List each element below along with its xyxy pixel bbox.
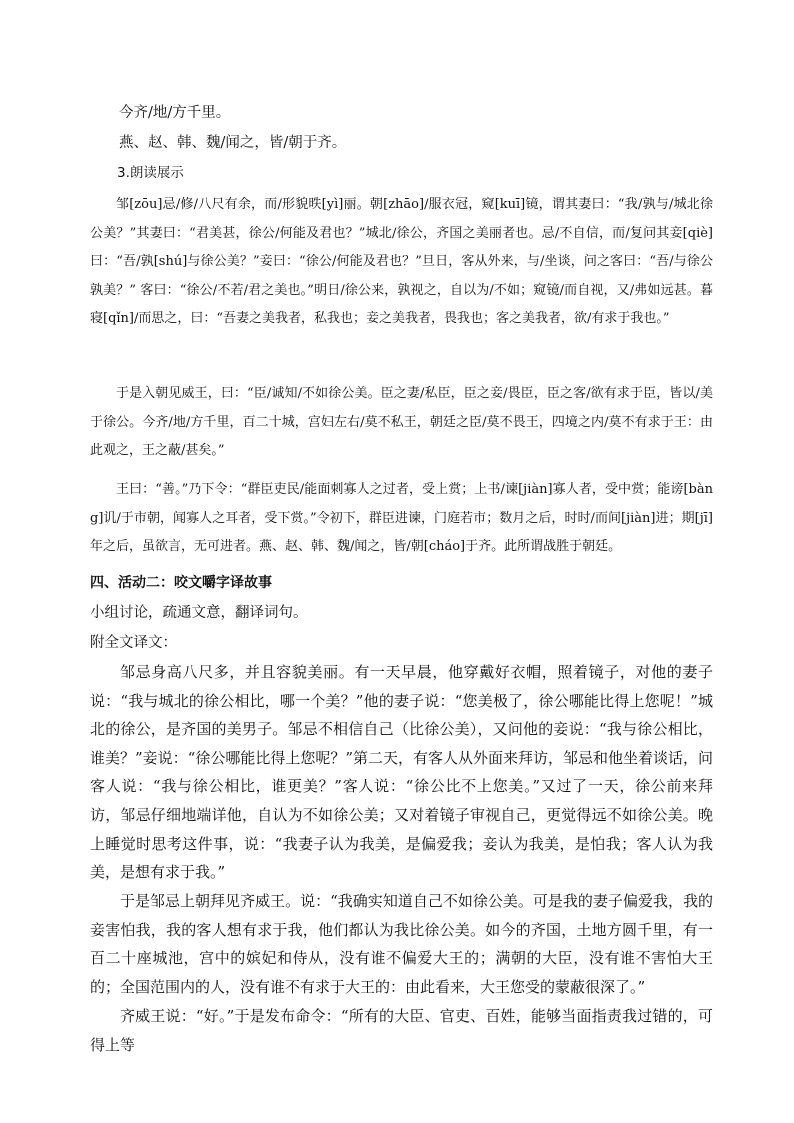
reading-paragraph-1: 邹[zōu]忌/修/八尺有余，而/形貌昳[yì]丽。朝[zhāo]/服衣冠，窥[kuī]镜，谓其妻曰：“我/孰与/城北徐公美？”其妻曰：“君美甚，徐公/何能及君也？”城北/徐公，齐国之美丽者也。忌/不自信，而/复问其妾[qiè]曰：“吾/孰[shú]与徐公美？”妾曰：“徐公/何能及君也？”旦日，客从外来，与/坐谈，问之客曰：“吾/与徐公孰美？” 客曰：“徐公/不若/君之美也。”明日/徐公来，孰视之，自以为/不如；窥镜/而自视，又/弗如远甚。暮寝[qǐn]/而思之，曰：“吾妻之美我者，私我也；妾之美我者，畏我也；客之美我者，欲/有求于我也。” (90, 197, 713, 326)
translation-paragraph-2: 于是邹忌上朝拜见齐威王。说：“我确实知道自己不如徐公美。可是我的妻子偏爱我，我的妾害怕我，我的客人想有求于我，他们都认为我比徐公美。如今的齐国，土地方圆千里，有一百二十座城池，宫中的嫔妃和侍从，没有谁不偏爱大王的；满朝的大臣，没有谁不害怕大王的；全国范围内的人，没有谁不有求于大王的：由此看来，大王您受的蒙蔽很深了。” (90, 892, 713, 996)
translation-paragraph-3: 齐威王说：“好。”于是发布命令：“所有的大臣、官吏、百姓，能够当面指责我过错的，可得上等 (90, 1007, 713, 1054)
activity-task: 小组讨论，疏通文意，翻译词句。 (90, 605, 308, 621)
subsection-heading-reading: 3.朗读展示 (117, 165, 184, 181)
text-line-2: 燕、赵、韩、魏/闻之，皆/朝于齐。 (119, 135, 347, 151)
reading-paragraph-2: 于是入朝见威王，曰：“臣/诚知/不如徐公美。臣之妻/私臣，臣之妾/畏臣，臣之客/欲有求于臣，皆以/美于徐公。今齐/地/方千里，百二十城，宫妇左右/莫不私王，朝廷之臣/莫不畏王，四境之内/莫不有求于王：由此观之，王之蔽/甚矣。” (90, 386, 713, 458)
translation-paragraph-1: 邹忌身高八尺多，并且容貌美丽。有一天早晨，他穿戴好衣帽，照着镜子，对他的妻子说：“我与城北的徐公相比，哪一个美？”他的妻子说：“您美极了，徐公哪能比得上您呢！”城北的徐公，是齐国的美男子。邹忌不相信自己（比徐公美），又问他的妾说：“我与徐公相比，谁美？”妾说：“徐公哪能比得上您呢？”第二天，有客人从外面来拜访，邹忌和他坐着谈话，问客人说：“我与徐公相比，谁更美？”客人说：“徐公比不上您美。”又过了一天，徐公前来拜访，邹忌仔细地端详他，自认为不如徐公美；又对着镜子审视自己，更觉得远不如徐公美。晚上睡觉时思考这件事，说：“我妻子认为我美，是偏爱我；妾认为我美，是怕我；客人认为我美，是想有求于我。” (90, 663, 714, 882)
text-line-1: 今齐/地/方千里。 (119, 105, 231, 121)
reading-paragraph-3: 王曰：“善。”乃下令：“群臣吏民/能面刺寡人之过者，受上赏；上书/谏[jiàn]寡人者，受中赏；能谤[bàng]讥/于市朝，闻寡人之耳者，受下赏。”令初下，群臣进谏，门庭若市；数月之后，时时/而间[jiàn]进；期[jī]年之后，虽欲言，无可进者。燕、赵、韩、魏/闻之，皆/朝[cháo]于齐。此所谓战胜于朝廷。 (90, 482, 713, 554)
appendix-label: 附全文译文： (90, 635, 177, 651)
section-heading-activity2: 四、活动二：咬文嚼字译故事 (90, 575, 272, 591)
